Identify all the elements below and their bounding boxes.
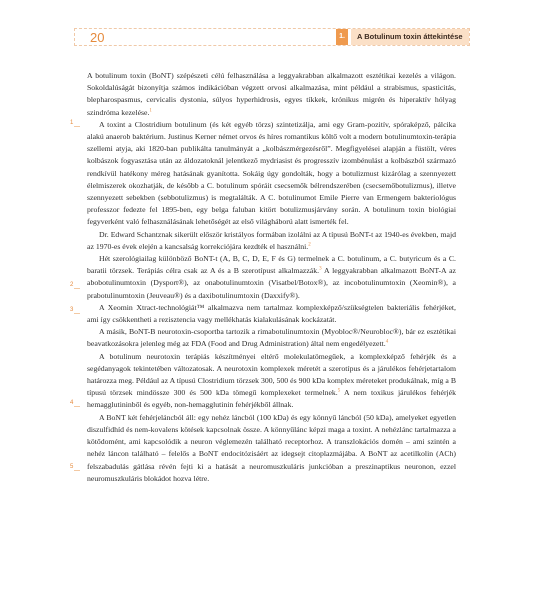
margin-note-3: 3 [70, 307, 74, 313]
chapter-title: A Botulinum toxin áttekintése [351, 29, 469, 45]
footnote-ref[interactable]: 2 [308, 242, 311, 248]
chapter-number-badge: 1. [336, 29, 348, 45]
paragraph [87, 70, 456, 119]
paragraph-text: Hét szerológiailag különböző BoNT-t (A, B, C, D, E, F és G) termelnek a C. botulinum, a C. butyricum és a C. baratii törzsek. Terápiás célra csak az A és a B szerotípust alkalmazzák. [87, 254, 456, 276]
paragraph: A Xeomin Xtract-technológiát™ alkalmazva nem tartalmaz komplexképző/szükségtelen bakteriális fehérjéket, ami így csökkentheti a rezisztencia vagy mellékhatás kialakulásának kockázatát. [87, 302, 456, 325]
footnote-ref[interactable]: 5 [337, 388, 341, 394]
margin-note-1: 1 [70, 120, 74, 126]
paragraph [87, 229, 456, 253]
paragraph-text: A botulinum neurotoxin terápiás készítményei eltérő molekulatömegűek, a komplexképző fehérjék és a segédanyagok tekintetében változatosak. A neurotoxin komplexek méretét a szerotípus és a járulékos fehérjetartalom határozza meg. Például az A típusú Clostridium törzsek 300, 500 és 900 kDa komplex méreteket produkálnak, míg a B típusú törzsek mindössze 300 és 500 kDa tömegű komplexeket termelnek. [87, 351, 456, 398]
page-number: 20 [90, 30, 105, 45]
margin-rule [74, 470, 80, 471]
paragraph: A toxint a Clostridium botulinum (és két egyéb törzs) szintetizálja, ami egy Gram-pozitív, spóraképző, pálcika alakú anaerob baktérium. Justinus Kerner német orvos és híres romantikus költő volt a modern botulinumtoxin-terápia szellemi atyja, aki 1820-ban publikálta tanulmányát a „kolbászmérgezésről”. Megfigyelései alapján a füstölt, véres kolbászok fogyasztása után az áldozatoknál jelentkező mydriasist és progresszív izombénulást a kolbászból származó rendkívül hatékony méreg hatásának gyanította. Sokáig úgy gondolták, hogy a botulizmust kizárólag a szennyezett élelmiszerek okozhatják, de később a C. botulinum spóráit csecsemők bélrendszerében (csecsemőbotulizmus), illetve szennyezett sebekben (sebbotulizmus) is megtalálták. A C. botulinumot Emile Pierre van Ermengem bakteriológus professzor fedezte fel 1895-ben, egy belga faluban kitört botulizmusjárvány során. A botulinum toxin biológiai fegyverként való felhasználásának lehetőségét az első világháború alatt ismerték fel. [87, 119, 456, 227]
margin-note-5: 5 [70, 464, 74, 470]
margin-rule [74, 126, 80, 127]
body-text [87, 70, 456, 485]
paragraph-text: A nem toxikus járulékos fehérjék hemagglutininből és egyéb, non-hemagglutinin fehérjékből állnak. [87, 388, 456, 410]
footnote-ref[interactable]: 3 [319, 266, 322, 272]
paragraph-text: A botulinum toxin (BoNT) szépészeti célú felhasználása a leggyakrabban alkalmazott esztétikai kezelés a világon. Sokoldalúságát bizonyítja számos indikációban végzett orvosi alkalmazása, mint például a strabismus, spasticitás, blepharospasmus, cervicalis dystonia, súlyos hyperhidrosis, egyes tíkkek, krónikus migrén és hiperaktív hólyag szindróma kezelése. [87, 71, 456, 117]
paragraph [87, 326, 456, 350]
paragraph-text: Dr. Edward Schantznak sikerült először kristályos formában izolálni az A típusú BoNT-t az 1940-es években, majd az 1970-es évek elején a kancsalság korrekciójára kezdték el használni. [87, 229, 456, 251]
margin-rule [74, 313, 80, 314]
footnote-ref[interactable]: 1 [149, 108, 152, 114]
paragraph [87, 351, 456, 412]
margin-note-2: 2 [70, 282, 74, 288]
margin-note-4: 4 [70, 400, 74, 406]
paragraph: A BoNT két fehérjeláncból áll: egy nehéz láncból (100 kDa) és egy könnyű láncból (50 kDa), amelyeket egyetlen diszulfidhíd és nem-kovalens kötések kapcsolnak össze. A könnyűlánc képzi maga a toxint. A nehézlánc tartalmazza a kötődomént, ami kapcsolódik a neuron véglemezén található receptorhoz. A transzlokációs domén – ami szintén a nehéz láncon található – felelős a BoNT endocitózisáért az idegsejt citoplazmájába. A BoNT az acetilkolin (ACh) felszabadulás gátlása révén fejti ki a hatását a neuromuszkuláris junkcióban a preszinaptikus neuronon, ezzel neuromuszkuláris blokádot hozva létre. [87, 412, 456, 483]
paragraph-text: A leggyakrabban alkalmazott BoNT-A az abobotulinumtoxin (Dysport®), az onabotulinumtoxin (Visatbel/Botox®), az incobotulinumtoxin (Xeomin®), a prabotulinumtoxin (Jeuveau®) és a daxibotulinumtoxin (Daxxify®). [87, 266, 456, 300]
margin-rule [74, 406, 80, 407]
footnote-ref[interactable]: 4 [385, 339, 389, 345]
margin-rule [74, 288, 80, 289]
paragraph [87, 253, 456, 302]
paragraph-text: A másik, BoNT-B neurotoxin-csoportba tartozik a rimabotulinumtoxin (Myobloc®/Neurobloc®), bár ez esztétikai beavatkozásokra jelenleg még az FDA (Food and Drug Administration) által nem engedélyezett. [87, 327, 456, 349]
